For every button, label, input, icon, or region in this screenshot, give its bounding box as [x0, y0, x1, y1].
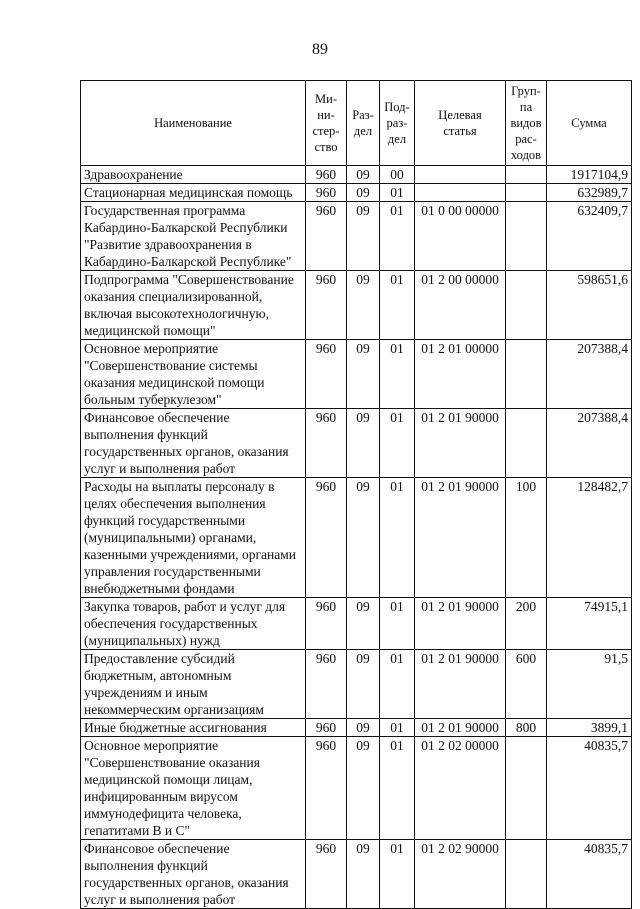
- cell-podr: 01: [380, 202, 415, 271]
- cell-razd: 09: [347, 737, 380, 840]
- cell-vr: [506, 737, 547, 840]
- header-subsection: Под- раз- дел: [380, 81, 415, 166]
- cell-vr: 200: [506, 598, 547, 650]
- cell-podr: 01: [380, 598, 415, 650]
- cell-vr: [506, 202, 547, 271]
- cell-min: 960: [306, 650, 347, 719]
- header-row: [81, 81, 632, 166]
- cell-name: Подпрограмма "Совершенствование оказания специализированной, включая высокотехнологичную, медицинской помощи": [81, 271, 306, 340]
- cell-razd: 09: [347, 650, 380, 719]
- cell-podr: 01: [380, 719, 415, 737]
- header-name: Наименование: [81, 81, 306, 166]
- table-row: [81, 737, 632, 840]
- table-row: [81, 166, 632, 184]
- cell-cs: 01 2 01 90000: [415, 598, 506, 650]
- cell-razd: 09: [347, 840, 380, 909]
- cell-min: 960: [306, 202, 347, 271]
- table-row: [81, 409, 632, 478]
- cell-cs: 01 2 01 00000: [415, 340, 506, 409]
- cell-podr: 01: [380, 650, 415, 719]
- cell-sum: 91,5: [547, 650, 632, 719]
- table-row: [81, 840, 632, 909]
- cell-sum: 632989,7: [547, 184, 632, 202]
- cell-min: 960: [306, 478, 347, 598]
- cell-min: 960: [306, 340, 347, 409]
- cell-min: 960: [306, 166, 347, 184]
- cell-min: 960: [306, 719, 347, 737]
- cell-sum: 74915,1: [547, 598, 632, 650]
- cell-cs: 01 2 01 90000: [415, 719, 506, 737]
- table-row: [81, 650, 632, 719]
- cell-razd: 09: [347, 719, 380, 737]
- cell-min: 960: [306, 840, 347, 909]
- cell-vr: 100: [506, 478, 547, 598]
- cell-name: Стационарная медицинская помощь: [81, 184, 306, 202]
- cell-podr: 01: [380, 271, 415, 340]
- cell-vr: 600: [506, 650, 547, 719]
- cell-name: Предоставление субсидий бюджетным, автономным учреждениям и иным некоммерческим организациям: [81, 650, 306, 719]
- cell-podr: 01: [380, 409, 415, 478]
- cell-podr: 01: [380, 840, 415, 909]
- budget-table: [80, 80, 632, 909]
- cell-name: Основное мероприятие "Совершенствование системы оказания медицинской помощи больным туберкулезом": [81, 340, 306, 409]
- cell-vr: [506, 166, 547, 184]
- cell-min: 960: [306, 737, 347, 840]
- cell-podr: 01: [380, 737, 415, 840]
- cell-sum: 40835,7: [547, 840, 632, 909]
- cell-name: Расходы на выплаты персоналу в целях обеспечения выполнения функций государственными (муниципальными) органами, казенными учреждениями, органами управления государственными внебюджетными фондами: [81, 478, 306, 598]
- cell-sum: 207388,4: [547, 409, 632, 478]
- cell-razd: 09: [347, 409, 380, 478]
- cell-cs: 01 2 01 90000: [415, 478, 506, 598]
- table-row: [81, 340, 632, 409]
- cell-vr: [506, 409, 547, 478]
- cell-vr: 800: [506, 719, 547, 737]
- cell-name: Иные бюджетные ассигнования: [81, 719, 306, 737]
- cell-sum: 128482,7: [547, 478, 632, 598]
- cell-podr: 01: [380, 184, 415, 202]
- cell-vr: [506, 840, 547, 909]
- cell-min: 960: [306, 409, 347, 478]
- cell-sum: 40835,7: [547, 737, 632, 840]
- cell-sum: 207388,4: [547, 340, 632, 409]
- cell-vr: [506, 340, 547, 409]
- cell-sum: 632409,7: [547, 202, 632, 271]
- table-row: [81, 184, 632, 202]
- cell-cs: 01 2 01 90000: [415, 650, 506, 719]
- cell-podr: 01: [380, 340, 415, 409]
- header-expense-group: Груп- па видов рас- ходов: [506, 81, 547, 166]
- header-target-article: Целевая статья: [415, 81, 506, 166]
- cell-min: 960: [306, 184, 347, 202]
- cell-cs: [415, 166, 506, 184]
- cell-razd: 09: [347, 478, 380, 598]
- cell-name: Государственная программа Кабардино-Балкарской Республики "Развитие здравоохранения в Кабардино-Балкарской Республике": [81, 202, 306, 271]
- cell-cs: 01 0 00 00000: [415, 202, 506, 271]
- cell-razd: 09: [347, 202, 380, 271]
- cell-sum: 3899,1: [547, 719, 632, 737]
- header-ministry: Ми- ни- стер- ство: [306, 81, 347, 166]
- cell-razd: 09: [347, 598, 380, 650]
- table-row: [81, 202, 632, 271]
- cell-min: 960: [306, 271, 347, 340]
- cell-name: Финансовое обеспечение выполнения функций государственных органов, оказания услуг и выполнения работ: [81, 840, 306, 909]
- cell-cs: 01 2 02 00000: [415, 737, 506, 840]
- cell-cs: [415, 184, 506, 202]
- cell-vr: [506, 184, 547, 202]
- table-row: [81, 598, 632, 650]
- cell-sum: 1917104,9: [547, 166, 632, 184]
- table-row: [81, 271, 632, 340]
- cell-min: 960: [306, 598, 347, 650]
- cell-name: Финансовое обеспечение выполнения функций государственных органов, оказания услуг и выполнения работ: [81, 409, 306, 478]
- cell-razd: 09: [347, 166, 380, 184]
- header-sum: Сумма: [547, 81, 632, 166]
- cell-name: Закупка товаров, работ и услуг для обеспечения государственных (муниципальных) нужд: [81, 598, 306, 650]
- cell-sum: 598651,6: [547, 271, 632, 340]
- cell-name: Здравоохранение: [81, 166, 306, 184]
- cell-vr: [506, 271, 547, 340]
- cell-razd: 09: [347, 184, 380, 202]
- cell-razd: 09: [347, 340, 380, 409]
- table-row: [81, 719, 632, 737]
- cell-cs: 01 2 00 00000: [415, 271, 506, 340]
- cell-cs: 01 2 02 90000: [415, 840, 506, 909]
- cell-podr: 00: [380, 166, 415, 184]
- cell-podr: 01: [380, 478, 415, 598]
- table-row: [81, 478, 632, 598]
- header-section: Раз- дел: [347, 81, 380, 166]
- cell-cs: 01 2 01 90000: [415, 409, 506, 478]
- page-number: 89: [312, 41, 328, 58]
- cell-name: Основное мероприятие "Совершенствование оказания медицинской помощи лицам, инфицированным вирусом иммунодефицита человека, гепатитами B и C": [81, 737, 306, 840]
- cell-razd: 09: [347, 271, 380, 340]
